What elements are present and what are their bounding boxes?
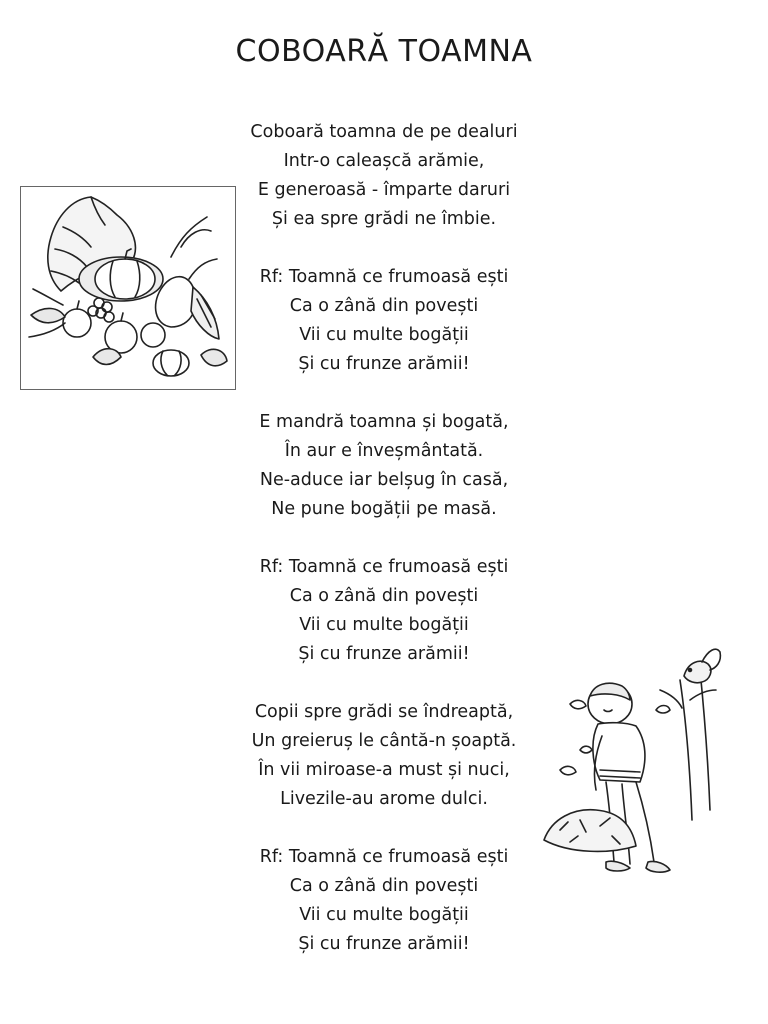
poem-line: În vii miroase-a must și nuci, [258, 760, 510, 780]
poem-line: Ca o zână din povești [289, 296, 479, 316]
poem-line: E mandră toamna și bogată, [259, 412, 509, 432]
cornucopia-icon [21, 187, 235, 389]
poem-line: Vii cu multe bogății [299, 905, 469, 925]
poem-line: Vii cu multe bogății [299, 615, 469, 635]
poem-line: Și cu frunze arămii! [298, 354, 470, 374]
poem-line: Și cu frunze arămii! [298, 644, 470, 664]
poem-line: În aur e înveșmântată. [284, 441, 484, 461]
poem-line: Ca o zână din povești [289, 586, 479, 606]
poem-line: Ne pune bogății pe masă. [271, 499, 497, 519]
poem-line: Rf: Toamnă ce frumoasă ești [259, 847, 509, 867]
poem-line: Livezile-au arome dulci. [280, 789, 488, 809]
poem-line: E generoasă - împarte daruri [257, 180, 511, 200]
poem-line: Rf: Toamnă ce frumoasă ești [259, 557, 509, 577]
poem-line: Ca o zână din povești [289, 876, 479, 896]
poem-body [184, 118, 584, 959]
poem-line: Intr-o caleașcă arămie, [283, 151, 485, 171]
child-raking-leaves-illustration [540, 640, 730, 890]
stanza-3 [184, 698, 584, 814]
poem-line: Un greieruș le cântă-n șoaptă. [251, 731, 517, 751]
poem-line: Și ea spre grădi ne îmbie. [271, 209, 497, 229]
page-title: COBOARĂ TOAMNA [235, 34, 533, 69]
cornucopia-illustration [20, 186, 236, 390]
refrain-3 [184, 843, 584, 959]
stanza-1 [184, 118, 584, 234]
poem-line: Și cu frunze arămii! [298, 934, 470, 954]
poem-line: Rf: Toamnă ce frumoasă ești [259, 267, 509, 287]
stanza-2 [184, 408, 584, 524]
poem-line: Vii cu multe bogății [299, 325, 469, 345]
refrain-1 [184, 263, 584, 379]
refrain-2 [184, 553, 584, 669]
poem-line: Ne-aduce iar belșug în casă, [259, 470, 509, 490]
poem-line: Copii spre grădi se îndreaptă, [254, 702, 514, 722]
poem-line: Coboară toamna de pe dealuri [250, 122, 518, 142]
child-leaves-icon [540, 640, 730, 890]
